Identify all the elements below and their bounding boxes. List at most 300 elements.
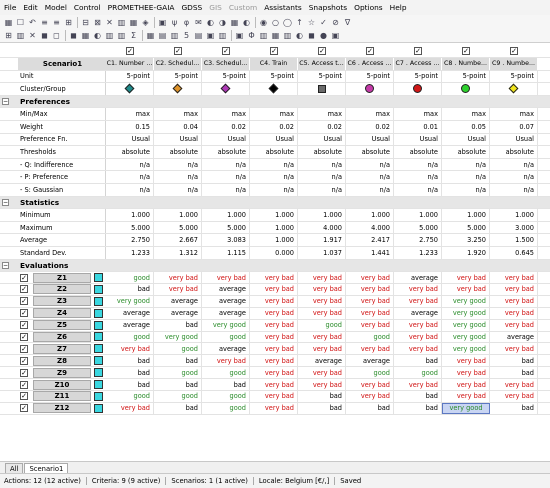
menu-edit[interactable]: Edit (23, 3, 38, 12)
value-cell[interactable]: 1.441 (346, 247, 394, 259)
evaluation-cell[interactable]: very bad (346, 320, 394, 331)
menu-file[interactable]: File (4, 3, 17, 12)
evaluation-cell[interactable]: very good (442, 308, 490, 319)
evaluation-cell[interactable]: very bad (442, 391, 490, 402)
collapse-icon[interactable]: − (3, 98, 9, 106)
value-cell[interactable]: n/a (202, 184, 250, 196)
evaluation-cell[interactable]: bad (154, 355, 202, 366)
value-cell[interactable]: max (490, 108, 538, 120)
cluster-cell[interactable] (154, 83, 202, 95)
evaluation-cell[interactable]: very bad (250, 332, 298, 343)
menu-snapshots[interactable]: Snapshots (308, 3, 348, 12)
evaluation-cell[interactable]: very bad (106, 343, 154, 354)
criterion-header[interactable]: C4. Train (250, 58, 298, 70)
value-cell[interactable]: n/a (394, 184, 442, 196)
toolbar-button-icon[interactable]: ◑ (219, 17, 226, 27)
toolbar-button-icon[interactable]: ✉ (195, 17, 202, 27)
toolbar-button-icon[interactable]: ⊟ (82, 17, 89, 27)
value-cell[interactable]: Usual (490, 134, 538, 146)
value-cell[interactable]: 5.000 (202, 222, 250, 234)
toolbar-button-icon[interactable]: φ (183, 17, 190, 27)
evaluation-cell[interactable]: very bad (346, 391, 394, 402)
value-cell[interactable]: n/a (298, 171, 346, 183)
value-cell[interactable]: 1.917 (298, 234, 346, 246)
evaluation-cell[interactable]: average (298, 355, 346, 366)
cluster-cell[interactable] (394, 83, 442, 95)
unit-cell[interactable]: 5-point (394, 71, 442, 83)
value-cell[interactable]: Usual (346, 134, 394, 146)
evaluation-cell[interactable]: very bad (394, 343, 442, 354)
value-cell[interactable]: 1.233 (394, 247, 442, 259)
action-active-checkbox[interactable]: ✓ (21, 344, 27, 353)
action-active-checkbox[interactable]: ✓ (21, 309, 27, 318)
value-cell[interactable]: n/a (298, 159, 346, 171)
action-color-swatch[interactable] (94, 380, 103, 389)
menu-gdss[interactable]: GDSS (181, 3, 203, 12)
value-cell[interactable]: max (250, 108, 298, 120)
action-name[interactable]: Z7 (33, 344, 91, 354)
value-cell[interactable]: n/a (250, 159, 298, 171)
value-cell[interactable]: max (202, 108, 250, 120)
toolbar-button-icon[interactable]: ▦ (4, 17, 13, 27)
action-active-checkbox[interactable]: ✓ (21, 332, 27, 341)
evaluation-cell[interactable]: very good (154, 332, 202, 343)
value-cell[interactable]: absolute (394, 146, 442, 158)
evaluation-cell[interactable]: good (202, 332, 250, 343)
evaluation-cell[interactable]: very bad (154, 272, 202, 283)
evaluation-cell[interactable]: very bad (106, 403, 154, 414)
evaluation-cell[interactable]: very bad (490, 320, 538, 331)
value-cell[interactable]: 1.000 (250, 209, 298, 221)
evaluation-cell[interactable]: bad (106, 367, 154, 378)
toolbar-button-icon[interactable]: Φ (248, 31, 255, 40)
value-cell[interactable]: Usual (202, 134, 250, 146)
toolbar-button-icon[interactable]: ▦ (230, 17, 239, 27)
value-cell[interactable]: 3.083 (202, 234, 250, 246)
evaluation-cell[interactable]: good (106, 391, 154, 402)
value-cell[interactable]: 1.000 (250, 234, 298, 246)
evaluation-cell[interactable]: good (154, 367, 202, 378)
value-cell[interactable]: 0.02 (202, 121, 250, 133)
value-cell[interactable]: n/a (106, 171, 154, 183)
evaluation-cell[interactable]: very bad (250, 379, 298, 390)
evaluation-cell[interactable]: bad (346, 403, 394, 414)
evaluation-cell[interactable]: bad (394, 355, 442, 366)
toolbar-button-icon[interactable]: ▥ (259, 31, 268, 40)
action-active-checkbox[interactable]: ✓ (21, 285, 27, 294)
criterion-active-checkbox[interactable]: ✓ (127, 46, 133, 55)
action-name[interactable]: Z3 (33, 296, 91, 306)
value-cell[interactable]: n/a (154, 159, 202, 171)
value-cell[interactable]: 2.417 (346, 234, 394, 246)
toolbar-button-icon[interactable]: ○ (272, 17, 279, 27)
evaluation-cell[interactable]: average (202, 296, 250, 307)
criterion-header[interactable]: C9 . Numbe... (490, 58, 538, 70)
toolbar-button-icon[interactable]: ▦ (81, 31, 90, 40)
evaluation-cell[interactable]: average (106, 308, 154, 319)
value-cell[interactable]: max (298, 108, 346, 120)
evaluation-cell[interactable]: very bad (394, 296, 442, 307)
value-cell[interactable]: 5.000 (442, 222, 490, 234)
value-cell[interactable]: max (106, 108, 154, 120)
evaluation-cell[interactable]: very bad (250, 272, 298, 283)
toolbar-button-icon[interactable]: ◉ (260, 17, 267, 27)
evaluation-cell[interactable]: very bad (298, 272, 346, 283)
unit-cell[interactable]: 5-point (442, 71, 490, 83)
value-cell[interactable]: Usual (442, 134, 490, 146)
action-color-swatch[interactable] (94, 273, 103, 282)
criterion-active-checkbox[interactable]: ✓ (223, 46, 229, 55)
value-cell[interactable]: 4.000 (346, 222, 394, 234)
value-cell[interactable]: 0.000 (250, 247, 298, 259)
criterion-header[interactable]: C5. Access t... (298, 58, 346, 70)
evaluation-cell[interactable]: good (202, 403, 250, 414)
menu-assistants[interactable]: Assistants (264, 3, 302, 12)
value-cell[interactable]: n/a (250, 171, 298, 183)
evaluation-cell[interactable]: very bad (202, 272, 250, 283)
evaluation-cell[interactable]: very bad (442, 272, 490, 283)
evaluation-cell[interactable]: bad (394, 403, 442, 414)
menu-options[interactable]: Options (354, 3, 383, 12)
value-cell[interactable]: absolute (202, 146, 250, 158)
value-cell[interactable]: absolute (346, 146, 394, 158)
value-cell[interactable]: 1.000 (202, 209, 250, 221)
value-cell[interactable]: max (442, 108, 490, 120)
unit-cell[interactable]: 5-point (490, 71, 538, 83)
value-cell[interactable]: absolute (298, 146, 346, 158)
value-cell[interactable]: 1.000 (250, 222, 298, 234)
action-name[interactable]: Z9 (33, 368, 91, 378)
criterion-header[interactable]: C8 . Numbe... (442, 58, 490, 70)
evaluation-cell[interactable]: very bad (394, 379, 442, 390)
evaluation-cell[interactable]: very bad (490, 296, 538, 307)
evaluation-cell[interactable]: very bad (250, 308, 298, 319)
toolbar-button-icon[interactable]: ▣ (158, 17, 167, 27)
evaluation-cell[interactable]: very bad (250, 391, 298, 402)
evaluation-cell[interactable]: very bad (442, 284, 490, 295)
evaluation-cell[interactable]: very bad (250, 296, 298, 307)
value-cell[interactable]: max (346, 108, 394, 120)
toolbar-button-icon[interactable]: ψ (171, 17, 178, 27)
evaluation-cell[interactable]: very bad (250, 284, 298, 295)
evaluation-cell[interactable]: very good (442, 296, 490, 307)
value-cell[interactable]: absolute (154, 146, 202, 158)
evaluation-cell[interactable]: average (106, 320, 154, 331)
value-cell[interactable]: 0.02 (250, 121, 298, 133)
evaluation-cell[interactable]: very bad (490, 308, 538, 319)
evaluation-cell[interactable]: bad (298, 403, 346, 414)
value-cell[interactable]: 0.05 (442, 121, 490, 133)
menu-gis[interactable]: GIS (209, 3, 222, 12)
value-cell[interactable]: absolute (490, 146, 538, 158)
evaluation-cell[interactable]: good (346, 367, 394, 378)
evaluation-cell[interactable]: good (394, 367, 442, 378)
action-name[interactable]: Z12 (33, 403, 91, 413)
evaluation-cell[interactable]: very bad (298, 332, 346, 343)
evaluation-cell[interactable]: average (394, 272, 442, 283)
toolbar-button-icon[interactable]: ✕ (106, 17, 113, 27)
toolbar-button-icon[interactable]: ▥ (170, 31, 179, 40)
value-cell[interactable]: 1.500 (490, 234, 538, 246)
toolbar-button-icon[interactable]: ▥ (117, 17, 126, 27)
toolbar-button-icon[interactable]: ☐ (16, 17, 25, 27)
evaluation-cell[interactable]: very bad (442, 367, 490, 378)
action-color-swatch[interactable] (94, 404, 103, 413)
value-cell[interactable]: 2.667 (154, 234, 202, 246)
toolbar-button-icon[interactable]: ◼ (41, 31, 48, 40)
evaluation-cell[interactable]: bad (490, 367, 538, 378)
value-cell[interactable]: n/a (250, 184, 298, 196)
unit-cell[interactable]: 5-point (202, 71, 250, 83)
tab-all[interactable]: All (5, 463, 23, 473)
toolbar-button-icon[interactable]: ▥ (218, 31, 227, 40)
value-cell[interactable]: Usual (250, 134, 298, 146)
toolbar-button-icon[interactable]: ▣ (206, 31, 215, 40)
toolbar-button-icon[interactable]: ✓ (320, 17, 327, 27)
evaluation-cell[interactable]: very good (442, 320, 490, 331)
evaluation-cell[interactable]: bad (154, 403, 202, 414)
action-name[interactable]: Z2 (33, 284, 91, 294)
value-cell[interactable]: 0.15 (106, 121, 154, 133)
action-name[interactable]: Z5 (33, 320, 91, 330)
action-name[interactable]: Z1 (33, 273, 91, 283)
collapse-icon[interactable]: − (3, 199, 9, 207)
action-active-checkbox[interactable]: ✓ (21, 404, 27, 413)
evaluation-cell[interactable]: very good (202, 320, 250, 331)
cluster-cell[interactable] (298, 83, 346, 95)
toolbar-button-icon[interactable]: ● (320, 31, 327, 40)
evaluation-cell[interactable]: very bad (250, 355, 298, 366)
evaluation-cell[interactable]: good (202, 367, 250, 378)
toolbar-button-icon[interactable]: ▣ (331, 31, 340, 40)
evaluation-cell[interactable]: average (202, 343, 250, 354)
menu-model[interactable]: Model (44, 3, 67, 12)
value-cell[interactable]: n/a (490, 159, 538, 171)
toolbar-button-icon[interactable]: ↑ (296, 17, 303, 27)
evaluation-cell[interactable]: very bad (202, 355, 250, 366)
evaluation-cell[interactable]: average (202, 308, 250, 319)
evaluation-cell[interactable]: good (202, 391, 250, 402)
value-cell[interactable]: 1.115 (202, 247, 250, 259)
evaluation-cell[interactable]: average (346, 355, 394, 366)
value-cell[interactable]: max (154, 108, 202, 120)
menu-control[interactable]: Control (73, 3, 101, 12)
collapse-icon[interactable]: − (3, 262, 9, 269)
criterion-header[interactable]: C1. Number ... (106, 58, 154, 70)
evaluation-cell[interactable]: very bad (154, 284, 202, 295)
evaluation-cell[interactable]: very bad (442, 379, 490, 390)
toolbar-button-icon[interactable]: ◐ (207, 17, 214, 27)
evaluation-cell[interactable]: very bad (250, 403, 298, 414)
action-color-swatch[interactable] (94, 356, 103, 365)
value-cell[interactable]: absolute (250, 146, 298, 158)
value-cell[interactable]: Usual (298, 134, 346, 146)
value-cell[interactable]: 1.000 (298, 209, 346, 221)
value-cell[interactable]: 1.920 (442, 247, 490, 259)
evaluation-cell[interactable]: very bad (298, 308, 346, 319)
evaluation-cell[interactable]: very bad (346, 308, 394, 319)
value-cell[interactable]: n/a (490, 184, 538, 196)
toolbar-button-icon[interactable]: ▤ (158, 31, 167, 40)
evaluation-cell[interactable]: very bad (346, 284, 394, 295)
action-color-swatch[interactable] (94, 321, 103, 330)
action-active-checkbox[interactable]: ✓ (21, 321, 27, 330)
evaluation-cell[interactable]: very bad (250, 343, 298, 354)
value-cell[interactable]: n/a (346, 159, 394, 171)
unit-cell[interactable]: 5-point (250, 71, 298, 83)
evaluation-cell[interactable]: good (154, 391, 202, 402)
menu-custom[interactable]: Custom (228, 3, 258, 12)
cluster-cell[interactable] (490, 83, 538, 95)
cluster-cell[interactable] (442, 83, 490, 95)
cluster-cell[interactable] (202, 83, 250, 95)
value-cell[interactable]: 0.02 (346, 121, 394, 133)
action-active-checkbox[interactable]: ✓ (21, 297, 27, 306)
evaluation-cell[interactable]: very bad (298, 367, 346, 378)
evaluation-cell[interactable]: very bad (394, 332, 442, 343)
value-cell[interactable]: 5.000 (106, 222, 154, 234)
toolbar-button-icon[interactable]: ▥ (16, 31, 25, 40)
evaluation-cell[interactable]: bad (490, 355, 538, 366)
toolbar-button-icon[interactable]: ≡ (41, 17, 48, 27)
value-cell[interactable]: 4.000 (298, 222, 346, 234)
cluster-cell[interactable] (346, 83, 394, 95)
evaluation-cell[interactable]: very bad (346, 272, 394, 283)
action-name[interactable]: Z8 (33, 356, 91, 366)
toolbar-button-icon[interactable]: 5 (183, 31, 190, 40)
evaluation-cell[interactable]: very bad (394, 284, 442, 295)
evaluation-cell[interactable]: very bad (298, 379, 346, 390)
menu-promethee-gaia[interactable]: PROMETHEE-GAIA (107, 3, 175, 12)
value-cell[interactable]: max (394, 108, 442, 120)
value-cell[interactable]: n/a (346, 171, 394, 183)
value-cell[interactable]: n/a (346, 184, 394, 196)
unit-cell[interactable]: 5-point (346, 71, 394, 83)
evaluation-cell[interactable]: very bad (298, 296, 346, 307)
action-active-checkbox[interactable]: ✓ (21, 368, 27, 377)
value-cell[interactable]: n/a (154, 184, 202, 196)
toolbar-button-icon[interactable]: ↶ (29, 17, 36, 27)
value-cell[interactable]: 1.000 (490, 209, 538, 221)
value-cell[interactable]: n/a (106, 159, 154, 171)
criterion-header[interactable]: C7 . Access ... (394, 58, 442, 70)
toolbar-button-icon[interactable]: ◻ (53, 31, 60, 40)
menu-help[interactable]: Help (389, 3, 407, 12)
toolbar-button-icon[interactable]: ☆ (307, 17, 316, 27)
action-color-swatch[interactable] (94, 297, 103, 306)
evaluation-cell[interactable]: very bad (346, 379, 394, 390)
value-cell[interactable]: 1.000 (106, 209, 154, 221)
evaluation-cell[interactable]: very good (442, 332, 490, 343)
evaluation-cell[interactable]: very bad (490, 379, 538, 390)
value-cell[interactable]: 3.000 (490, 222, 538, 234)
action-active-checkbox[interactable]: ✓ (21, 392, 27, 401)
evaluation-cell[interactable]: very bad (250, 367, 298, 378)
criterion-active-checkbox[interactable]: ✓ (511, 46, 517, 55)
evaluation-cell[interactable]: very bad (490, 343, 538, 354)
toolbar-button-icon[interactable]: ◈ (142, 17, 149, 27)
evaluation-cell[interactable]: bad (202, 379, 250, 390)
toolbar-button-icon[interactable]: ◼ (70, 31, 77, 40)
evaluation-cell[interactable]: good (106, 332, 154, 343)
value-cell[interactable]: 1.000 (442, 209, 490, 221)
evaluation-cell[interactable]: average (394, 308, 442, 319)
evaluation-cell[interactable]: very bad (490, 391, 538, 402)
action-name[interactable]: Z10 (33, 380, 91, 390)
toolbar-button-icon[interactable]: ◐ (94, 31, 101, 40)
value-cell[interactable]: n/a (442, 184, 490, 196)
value-cell[interactable]: 0.02 (298, 121, 346, 133)
value-cell[interactable]: n/a (106, 184, 154, 196)
action-color-swatch[interactable] (94, 332, 103, 341)
action-color-swatch[interactable] (94, 344, 103, 353)
toolbar-button-icon[interactable]: ✕ (29, 31, 36, 40)
evaluation-cell[interactable]: very bad (490, 272, 538, 283)
unit-cell[interactable]: 5-point (298, 71, 346, 83)
value-cell[interactable]: absolute (106, 146, 154, 158)
toolbar-button-icon[interactable]: ▦ (271, 31, 280, 40)
evaluation-cell[interactable]: very bad (346, 343, 394, 354)
value-cell[interactable]: 1.000 (394, 209, 442, 221)
evaluation-cell[interactable]: bad (106, 284, 154, 295)
criterion-active-checkbox[interactable]: ✓ (415, 46, 421, 55)
value-cell[interactable]: n/a (394, 171, 442, 183)
cluster-cell[interactable] (250, 83, 298, 95)
criterion-active-checkbox[interactable]: ✓ (367, 46, 373, 55)
value-cell[interactable]: 1.312 (154, 247, 202, 259)
evaluation-cell[interactable]: good (346, 332, 394, 343)
toolbar-button-icon[interactable]: Σ (130, 31, 137, 40)
value-cell[interactable]: absolute (442, 146, 490, 158)
evaluation-cell[interactable]: bad (106, 355, 154, 366)
toolbar-button-icon[interactable]: ◐ (243, 17, 250, 27)
toolbar-button-icon[interactable]: ◼ (308, 31, 315, 40)
toolbar-button-icon[interactable]: ≡ (53, 17, 60, 27)
criterion-header[interactable]: C3. Schedul... (202, 58, 250, 70)
value-cell[interactable]: 5.000 (154, 222, 202, 234)
criterion-header[interactable]: C2. Schedul... (154, 58, 202, 70)
unit-cell[interactable]: 5-point (106, 71, 154, 83)
criterion-active-checkbox[interactable]: ✓ (271, 46, 277, 55)
value-cell[interactable]: 0.07 (490, 121, 538, 133)
evaluation-cell[interactable]: good (106, 272, 154, 283)
criterion-header[interactable]: C6 . Access ... (346, 58, 394, 70)
value-cell[interactable]: 0.04 (154, 121, 202, 133)
evaluation-cell[interactable]: very bad (298, 343, 346, 354)
action-name[interactable]: Z11 (33, 391, 91, 401)
evaluation-cell[interactable]: average (154, 296, 202, 307)
toolbar-button-icon[interactable]: ⊘ (332, 17, 339, 27)
value-cell[interactable]: n/a (490, 171, 538, 183)
evaluation-cell[interactable]: very good (442, 343, 490, 354)
toolbar-button-icon[interactable]: ⊞ (5, 31, 12, 40)
evaluation-cell[interactable]: very good (106, 296, 154, 307)
toolbar-button-icon[interactable]: ∇ (344, 17, 351, 27)
evaluation-cell[interactable]: good (154, 343, 202, 354)
evaluation-cell[interactable]: bad (490, 403, 538, 414)
action-color-swatch[interactable] (94, 285, 103, 294)
toolbar-button-icon[interactable]: ◐ (296, 31, 303, 40)
evaluation-cell[interactable]: very good (442, 403, 490, 414)
toolbar-button-icon[interactable]: ⊞ (65, 17, 72, 27)
toolbar-button-icon[interactable]: ◯ (283, 17, 292, 27)
evaluation-cell[interactable]: average (202, 284, 250, 295)
cluster-cell[interactable] (106, 83, 154, 95)
evaluation-cell[interactable]: very bad (490, 284, 538, 295)
tab-scenario1[interactable]: Scenario1 (24, 463, 68, 473)
value-cell[interactable]: 1.037 (298, 247, 346, 259)
toolbar-button-icon[interactable]: ▦ (146, 31, 155, 40)
